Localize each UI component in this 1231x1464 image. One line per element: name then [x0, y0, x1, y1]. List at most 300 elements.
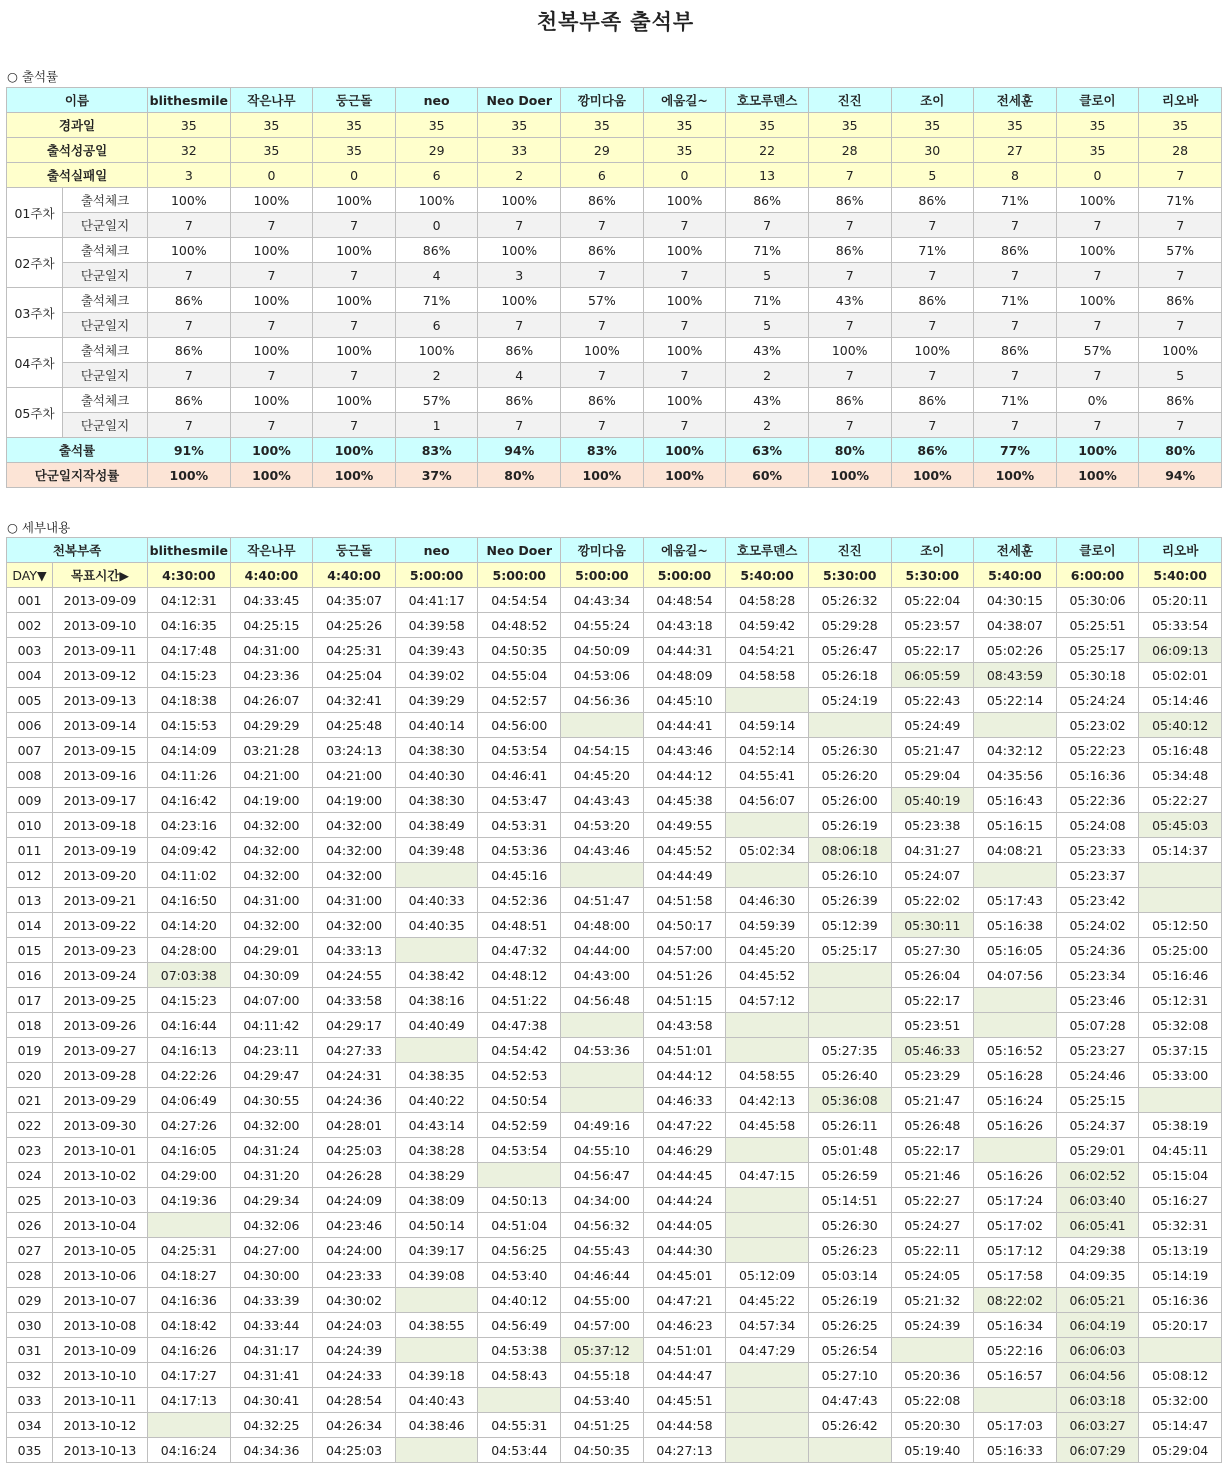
- time-cell: 05:21:32: [891, 1288, 974, 1313]
- time-cell: 05:23:37: [1056, 863, 1139, 888]
- week-cell: 43%: [726, 338, 809, 363]
- date-cell: 2013-09-30: [53, 1113, 148, 1138]
- day-number: 028: [7, 1263, 53, 1288]
- time-cell: 04:16:26: [148, 1338, 231, 1363]
- week-row-label: 단군일지: [63, 363, 148, 388]
- time-cell: 04:55:43: [561, 1238, 644, 1263]
- time-cell: 05:12:39: [808, 913, 891, 938]
- day-number: 030: [7, 1313, 53, 1338]
- time-cell: 04:47:38: [478, 1013, 561, 1038]
- week-cell: 7: [808, 213, 891, 238]
- time-cell: 05:14:37: [1139, 838, 1222, 863]
- time-cell: 04:47:15: [726, 1163, 809, 1188]
- day-number: 024: [7, 1163, 53, 1188]
- time-cell: 04:32:00: [230, 863, 313, 888]
- journal-rate-row-cell: 100%: [148, 463, 231, 488]
- time-cell: 04:32:06: [230, 1213, 313, 1238]
- week-cell: 7: [643, 313, 726, 338]
- week-cell: 7: [230, 213, 313, 238]
- time-cell: 04:50:17: [643, 913, 726, 938]
- detail-header-member: 작은나무: [230, 538, 313, 563]
- week-cell: 57%: [1056, 338, 1139, 363]
- detail-header-tribe: 천복부족: [7, 538, 148, 563]
- time-cell: 04:08:21: [974, 838, 1057, 863]
- time-cell: 05:26:25: [808, 1313, 891, 1338]
- journal-rate-row-cell: 100%: [891, 463, 974, 488]
- time-cell: 05:30:06: [1056, 588, 1139, 613]
- week-cell: 7: [891, 313, 974, 338]
- detail-header-member: 리오바: [1139, 538, 1222, 563]
- journal-rate-row-cell: 37%: [395, 463, 478, 488]
- time-cell: 04:39:29: [395, 688, 478, 713]
- journal-rate-row-cell: 100%: [643, 463, 726, 488]
- time-cell: 05:29:01: [1056, 1138, 1139, 1163]
- week-cell: 100%: [395, 338, 478, 363]
- time-cell: 04:29:47: [230, 1063, 313, 1088]
- late-time-cell: 08:06:18: [808, 838, 891, 863]
- time-cell: 03:24:13: [313, 738, 396, 763]
- time-cell: 04:16:42: [148, 788, 231, 813]
- missing-time-cell: [1139, 1088, 1222, 1113]
- journal-rate-row-cell: 94%: [1139, 463, 1222, 488]
- time-cell: 05:27:10: [808, 1363, 891, 1388]
- time-cell: 05:07:28: [1056, 1013, 1139, 1038]
- time-cell: 05:02:34: [726, 838, 809, 863]
- detail-row: [7, 613, 1222, 638]
- missing-time-cell: [808, 988, 891, 1013]
- day-number: 001: [7, 588, 53, 613]
- time-cell: 04:53:54: [478, 1138, 561, 1163]
- week-row-label: 단군일지: [63, 213, 148, 238]
- time-cell: 04:11:26: [148, 763, 231, 788]
- week-cell: 7: [974, 313, 1057, 338]
- week-cell: 7: [148, 363, 231, 388]
- time-cell: 05:22:02: [891, 888, 974, 913]
- time-cell: 05:17:02: [974, 1213, 1057, 1238]
- time-cell: 04:53:38: [478, 1338, 561, 1363]
- date-cell: 2013-09-23: [53, 938, 148, 963]
- target-time-cell: 5:00:00: [643, 563, 726, 588]
- late-time-cell: 06:06:03: [1056, 1338, 1139, 1363]
- time-cell: 04:32:41: [313, 688, 396, 713]
- day-number: 003: [7, 638, 53, 663]
- week-cell: 100%: [313, 188, 396, 213]
- time-cell: 04:19:00: [313, 788, 396, 813]
- time-cell: 05:16:43: [974, 788, 1057, 813]
- summary-cell: 0: [643, 163, 726, 188]
- target-time-cell: 5:00:00: [561, 563, 644, 588]
- time-cell: 05:16:33: [974, 1438, 1057, 1463]
- missing-time-cell: [726, 1188, 809, 1213]
- day-number: 031: [7, 1338, 53, 1363]
- target-time-cell: 5:40:00: [1139, 563, 1222, 588]
- week-label: 01주차: [7, 188, 63, 238]
- time-cell: 05:29:04: [1139, 1438, 1222, 1463]
- week-cell: 100%: [643, 388, 726, 413]
- week-cell: 57%: [1139, 238, 1222, 263]
- week-row-label: 출석체크: [63, 238, 148, 263]
- time-cell: 04:58:28: [726, 588, 809, 613]
- week-cell: 7: [1056, 263, 1139, 288]
- missing-time-cell: [478, 1163, 561, 1188]
- time-cell: 05:08:12: [1139, 1363, 1222, 1388]
- time-cell: 05:24:37: [1056, 1113, 1139, 1138]
- time-cell: 04:33:13: [313, 938, 396, 963]
- week-cell: 100%: [230, 338, 313, 363]
- time-cell: 05:24:02: [1056, 913, 1139, 938]
- time-cell: 04:56:47: [561, 1163, 644, 1188]
- time-cell: 04:40:30: [395, 763, 478, 788]
- detail-row: [7, 688, 1222, 713]
- time-cell: 04:45:01: [643, 1263, 726, 1288]
- date-cell: 2013-10-07: [53, 1288, 148, 1313]
- late-time-cell: 06:02:52: [1056, 1163, 1139, 1188]
- day-number: 016: [7, 963, 53, 988]
- time-cell: 04:59:42: [726, 613, 809, 638]
- time-cell: 04:44:31: [643, 638, 726, 663]
- attendance-rate-row-cell: 83%: [561, 438, 644, 463]
- target-time-cell: 5:00:00: [395, 563, 478, 588]
- time-cell: 04:32:00: [230, 1113, 313, 1138]
- time-cell: 05:19:40: [891, 1438, 974, 1463]
- time-cell: 05:33:00: [1139, 1063, 1222, 1088]
- time-cell: 05:23:51: [891, 1013, 974, 1038]
- time-cell: 04:51:25: [561, 1413, 644, 1438]
- time-cell: 04:23:46: [313, 1213, 396, 1238]
- time-cell: 04:40:43: [395, 1388, 478, 1413]
- time-cell: 04:33:45: [230, 588, 313, 613]
- summary-cell: 32: [148, 138, 231, 163]
- detail-header-member: 에움길~: [643, 538, 726, 563]
- summary-cell: 6: [561, 163, 644, 188]
- week-cell: 7: [891, 413, 974, 438]
- week-cell: 7: [974, 363, 1057, 388]
- detail-row: [7, 938, 1222, 963]
- time-cell: 04:31:00: [230, 888, 313, 913]
- time-cell: 05:16:28: [974, 1063, 1057, 1088]
- time-cell: 04:40:12: [478, 1288, 561, 1313]
- week-cell: 86%: [561, 238, 644, 263]
- time-cell: 05:20:30: [891, 1413, 974, 1438]
- time-cell: 04:39:02: [395, 663, 478, 688]
- time-cell: 04:18:42: [148, 1313, 231, 1338]
- week-cell: 7: [726, 213, 809, 238]
- detail-row: [7, 1313, 1222, 1338]
- time-cell: 04:44:58: [643, 1413, 726, 1438]
- late-time-cell: 05:36:08: [808, 1088, 891, 1113]
- time-cell: 04:19:36: [148, 1188, 231, 1213]
- detail-row: [7, 1263, 1222, 1288]
- date-cell: 2013-10-03: [53, 1188, 148, 1213]
- time-cell: 04:57:12: [726, 988, 809, 1013]
- missing-time-cell: [808, 1438, 891, 1463]
- day-number: 029: [7, 1288, 53, 1313]
- journal-rate-row-cell: 100%: [808, 463, 891, 488]
- time-cell: 04:40:22: [395, 1088, 478, 1113]
- week-row: [7, 338, 1222, 363]
- week-cell: 7: [313, 213, 396, 238]
- attendance-rate-row-cell: 100%: [643, 438, 726, 463]
- week-cell: 5: [1139, 363, 1222, 388]
- time-cell: 05:14:51: [808, 1188, 891, 1213]
- late-time-cell: 06:03:40: [1056, 1188, 1139, 1213]
- time-cell: 04:45:38: [643, 788, 726, 813]
- week-cell: 7: [974, 413, 1057, 438]
- time-cell: 04:56:25: [478, 1238, 561, 1263]
- summary-header-row: [7, 88, 1222, 113]
- time-cell: 04:55:00: [561, 1288, 644, 1313]
- time-cell: 05:24:49: [891, 713, 974, 738]
- time-cell: 04:45:16: [478, 863, 561, 888]
- summary-cell: 35: [395, 113, 478, 138]
- summary-header-member: 호모루덴스: [726, 88, 809, 113]
- time-cell: 04:21:00: [230, 763, 313, 788]
- week-cell: 86%: [974, 238, 1057, 263]
- time-cell: 04:16:13: [148, 1038, 231, 1063]
- week-cell: 100%: [891, 338, 974, 363]
- week-cell: 43%: [726, 388, 809, 413]
- week-cell: 7: [1139, 213, 1222, 238]
- time-cell: 04:56:00: [478, 713, 561, 738]
- time-cell: 04:31:00: [313, 888, 396, 913]
- time-cell: 04:45:11: [1139, 1138, 1222, 1163]
- day-number: 035: [7, 1438, 53, 1463]
- detail-header-member: 둥근돌: [313, 538, 396, 563]
- week-cell: 7: [974, 213, 1057, 238]
- time-cell: 04:45:51: [643, 1388, 726, 1413]
- time-cell: 04:21:00: [313, 763, 396, 788]
- week-row: [7, 238, 1222, 263]
- time-cell: 04:56:48: [561, 988, 644, 1013]
- time-cell: 05:17:58: [974, 1263, 1057, 1288]
- week-cell: 100%: [478, 288, 561, 313]
- week-cell: 5: [726, 263, 809, 288]
- missing-time-cell: [726, 1213, 809, 1238]
- late-time-cell: 06:09:13: [1139, 638, 1222, 663]
- time-cell: 03:21:28: [230, 738, 313, 763]
- time-cell: 05:22:14: [974, 688, 1057, 713]
- day-number: 013: [7, 888, 53, 913]
- time-cell: 05:30:18: [1056, 663, 1139, 688]
- detail-row: [7, 588, 1222, 613]
- time-cell: 04:55:10: [561, 1138, 644, 1163]
- day-number: 002: [7, 613, 53, 638]
- time-cell: 04:53:36: [478, 838, 561, 863]
- time-cell: 05:24:07: [891, 863, 974, 888]
- missing-time-cell: [974, 863, 1057, 888]
- week-cell: 100%: [1056, 188, 1139, 213]
- week-cell: 7: [1056, 213, 1139, 238]
- time-cell: 05:22:04: [891, 588, 974, 613]
- detail-header-member: blithesmile: [148, 538, 231, 563]
- time-cell: 05:16:46: [1139, 963, 1222, 988]
- time-cell: 04:07:00: [230, 988, 313, 1013]
- time-cell: 05:26:30: [808, 1213, 891, 1238]
- date-cell: 2013-09-13: [53, 688, 148, 713]
- detail-header-member: 전세훈: [974, 538, 1057, 563]
- late-time-cell: 05:37:12: [561, 1338, 644, 1363]
- time-cell: 05:29:04: [891, 763, 974, 788]
- time-cell: 05:27:35: [808, 1038, 891, 1063]
- missing-time-cell: [726, 1238, 809, 1263]
- time-cell: 04:39:43: [395, 638, 478, 663]
- time-cell: 05:24:05: [891, 1263, 974, 1288]
- time-cell: 04:44:12: [643, 1063, 726, 1088]
- summary-header-member: 전세훈: [974, 88, 1057, 113]
- summary-header-member: 진진: [808, 88, 891, 113]
- week-cell: 86%: [1139, 288, 1222, 313]
- detail-row: [7, 1038, 1222, 1063]
- week-cell: 71%: [974, 288, 1057, 313]
- missing-time-cell: [478, 1388, 561, 1413]
- week-cell: 100%: [478, 188, 561, 213]
- week-row: [7, 388, 1222, 413]
- summary-cell: 35: [1139, 113, 1222, 138]
- time-cell: 04:16:05: [148, 1138, 231, 1163]
- week-cell: 7: [643, 363, 726, 388]
- time-cell: 04:33:58: [313, 988, 396, 1013]
- week-cell: 86%: [808, 238, 891, 263]
- week-cell: 100%: [478, 238, 561, 263]
- time-cell: 04:30:41: [230, 1388, 313, 1413]
- detail-header-member: 진진: [808, 538, 891, 563]
- summary-cell: 3: [148, 163, 231, 188]
- time-cell: 04:43:18: [643, 613, 726, 638]
- time-cell: 04:58:43: [478, 1363, 561, 1388]
- time-cell: 04:24:09: [313, 1188, 396, 1213]
- detail-row: [7, 1163, 1222, 1188]
- week-row-label: 출석체크: [63, 288, 148, 313]
- week-cell: 100%: [643, 288, 726, 313]
- missing-time-cell: [974, 713, 1057, 738]
- time-cell: 05:38:19: [1139, 1113, 1222, 1138]
- week-cell: 7: [561, 363, 644, 388]
- time-cell: 04:50:13: [478, 1188, 561, 1213]
- week-label: 05주차: [7, 388, 63, 438]
- week-cell: 1: [395, 413, 478, 438]
- attendance-rate-row-cell: 100%: [313, 438, 396, 463]
- time-cell: 05:22:08: [891, 1388, 974, 1413]
- week-cell: 7: [478, 313, 561, 338]
- time-cell: 05:22:36: [1056, 788, 1139, 813]
- date-cell: 2013-10-12: [53, 1413, 148, 1438]
- missing-time-cell: [1139, 888, 1222, 913]
- date-cell: 2013-09-20: [53, 863, 148, 888]
- detail-header-row: [7, 538, 1222, 563]
- detail-row: [7, 663, 1222, 688]
- time-cell: 05:22:27: [891, 1188, 974, 1213]
- time-cell: 05:23:02: [1056, 713, 1139, 738]
- time-cell: 04:29:38: [1056, 1238, 1139, 1263]
- week-cell: 86%: [148, 388, 231, 413]
- time-cell: 04:55:31: [478, 1413, 561, 1438]
- time-cell: 04:48:52: [478, 613, 561, 638]
- summary-cell: 33: [478, 138, 561, 163]
- late-time-cell: 06:03:27: [1056, 1413, 1139, 1438]
- time-cell: 04:31:41: [230, 1363, 313, 1388]
- time-cell: 04:32:00: [313, 813, 396, 838]
- time-cell: 05:16:48: [1139, 738, 1222, 763]
- time-cell: 04:40:14: [395, 713, 478, 738]
- time-cell: 05:25:17: [808, 938, 891, 963]
- time-cell: 05:23:46: [1056, 988, 1139, 1013]
- journal-rate-row-label: 단군일지작성률: [7, 463, 148, 488]
- time-cell: 05:20:11: [1139, 588, 1222, 613]
- date-cell: 2013-09-12: [53, 663, 148, 688]
- week-cell: 7: [230, 363, 313, 388]
- time-cell: 04:43:43: [561, 788, 644, 813]
- week-cell: 7: [1139, 413, 1222, 438]
- week-cell: 86%: [726, 188, 809, 213]
- time-cell: 04:25:15: [230, 613, 313, 638]
- week-cell: 7: [478, 213, 561, 238]
- time-cell: 05:17:12: [974, 1238, 1057, 1263]
- time-cell: 04:52:53: [478, 1063, 561, 1088]
- date-cell: 2013-09-14: [53, 713, 148, 738]
- week-cell: 71%: [974, 388, 1057, 413]
- week-cell: 7: [808, 363, 891, 388]
- attendance-rate-row-cell: 94%: [478, 438, 561, 463]
- missing-time-cell: [726, 1038, 809, 1063]
- time-cell: 04:43:46: [561, 838, 644, 863]
- missing-time-cell: [395, 1338, 478, 1363]
- detail-row: [7, 863, 1222, 888]
- time-cell: 04:39:18: [395, 1363, 478, 1388]
- time-cell: 04:46:33: [643, 1088, 726, 1113]
- missing-time-cell: [726, 813, 809, 838]
- time-cell: 04:38:28: [395, 1138, 478, 1163]
- week-cell: 86%: [891, 188, 974, 213]
- time-cell: 05:26:18: [808, 663, 891, 688]
- target-time-cell: 4:30:00: [148, 563, 231, 588]
- time-cell: 04:32:00: [313, 913, 396, 938]
- day-number: 020: [7, 1063, 53, 1088]
- summary-header-member: 리오바: [1139, 88, 1222, 113]
- day-number: 015: [7, 938, 53, 963]
- summary-header-member: 클로이: [1056, 88, 1139, 113]
- summary-cell: 35: [643, 138, 726, 163]
- late-time-cell: 06:03:18: [1056, 1388, 1139, 1413]
- day-number: 011: [7, 838, 53, 863]
- time-cell: 04:29:34: [230, 1188, 313, 1213]
- day-number: 008: [7, 763, 53, 788]
- missing-time-cell: [726, 1138, 809, 1163]
- time-cell: 05:26:00: [808, 788, 891, 813]
- time-cell: 04:45:20: [561, 763, 644, 788]
- time-cell: 04:25:31: [313, 638, 396, 663]
- summary-cell: 7: [808, 163, 891, 188]
- time-cell: 05:24:24: [1056, 688, 1139, 713]
- time-cell: 04:30:02: [313, 1288, 396, 1313]
- missing-time-cell: [891, 1338, 974, 1363]
- summary-cell: 35: [643, 113, 726, 138]
- day-number: 006: [7, 713, 53, 738]
- time-cell: 04:50:14: [395, 1213, 478, 1238]
- summary-cell: 35: [974, 113, 1057, 138]
- time-cell: 04:44:24: [643, 1188, 726, 1213]
- summary-row: [7, 138, 1222, 163]
- week-cell: 100%: [1139, 338, 1222, 363]
- detail-header-member: 깡미다움: [561, 538, 644, 563]
- time-cell: 04:49:55: [643, 813, 726, 838]
- day-number: 014: [7, 913, 53, 938]
- week-cell: 7: [230, 263, 313, 288]
- time-cell: 05:20:17: [1139, 1313, 1222, 1338]
- time-cell: 05:26:32: [808, 588, 891, 613]
- time-cell: 05:24:27: [891, 1213, 974, 1238]
- missing-time-cell: [395, 1438, 478, 1463]
- time-cell: 04:17:48: [148, 638, 231, 663]
